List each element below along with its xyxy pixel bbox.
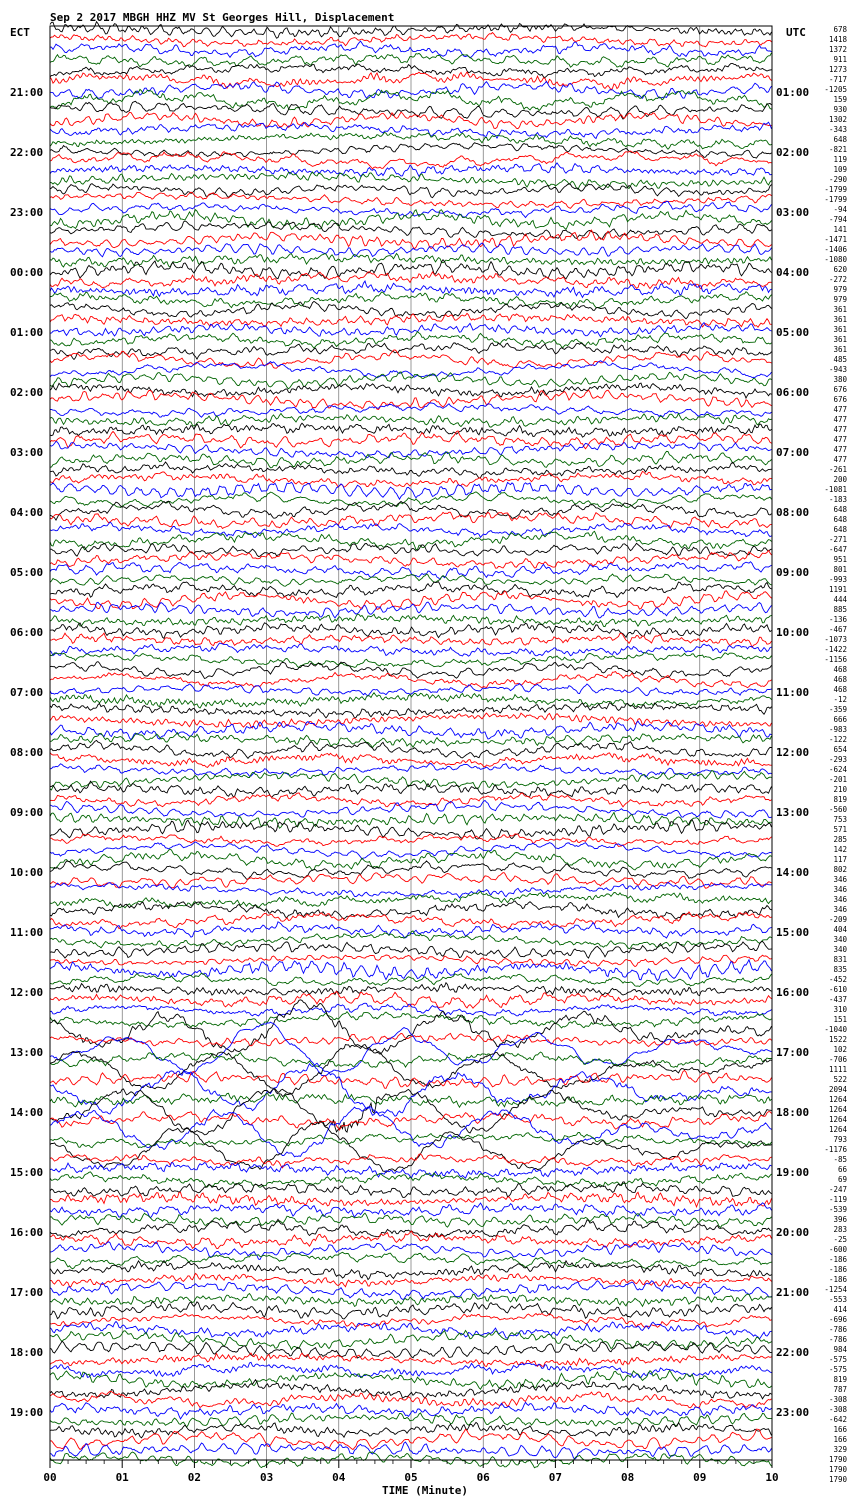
trace-offset: 787	[833, 1385, 847, 1394]
x-tick-label: 00	[43, 1471, 57, 1484]
left-hour-label: 04:00	[10, 506, 44, 519]
trace-offset: 676	[833, 385, 847, 394]
trace-offset: 522	[833, 1075, 847, 1084]
right-axis-label: UTC	[786, 26, 806, 39]
trace-offset: 477	[833, 425, 847, 434]
trace-offset: 911	[833, 55, 847, 64]
left-hour-label: 05:00	[10, 566, 44, 579]
left-hour-label: 08:00	[10, 746, 44, 759]
trace-offset: 444	[833, 595, 847, 604]
trace-offset: 477	[833, 435, 847, 444]
trace-offset: 396	[833, 1215, 847, 1224]
left-hour-label: 03:00	[10, 446, 44, 459]
trace-offset: 620	[833, 265, 847, 274]
trace-offset: -452	[828, 975, 847, 984]
trace-offset: 340	[833, 935, 847, 944]
left-hour-label: 22:00	[10, 146, 44, 159]
trace-offset: -642	[828, 1415, 847, 1424]
trace-offset: 1264	[828, 1105, 847, 1114]
trace-offset: -1406	[824, 245, 847, 254]
trace-offset: -1081	[824, 485, 847, 494]
trace-offset: 468	[833, 675, 847, 684]
trace-offset: 346	[833, 885, 847, 894]
trace-offset: -25	[833, 1235, 847, 1244]
trace-offset: -610	[828, 985, 847, 994]
trace-offset: 1790	[828, 1465, 847, 1474]
trace-offset: -201	[828, 775, 847, 784]
trace-offset: 340	[833, 945, 847, 954]
left-hour-label: 21:00	[10, 86, 44, 99]
trace-offset: -706	[828, 1055, 847, 1064]
right-hour-label: 08:00	[776, 506, 810, 519]
trace-offset: 66	[837, 1165, 847, 1174]
trace-offset: 346	[833, 895, 847, 904]
trace-offset: -186	[828, 1255, 847, 1264]
trace-offset: -1176	[824, 1145, 847, 1154]
right-hour-label: 18:00	[776, 1106, 810, 1119]
trace-offset: -308	[828, 1405, 847, 1414]
trace-offset: 468	[833, 685, 847, 694]
trace-offset: 676	[833, 395, 847, 404]
trace-offset: 984	[833, 1345, 847, 1354]
trace-offset: -183	[828, 495, 847, 504]
trace-offset: -290	[828, 175, 847, 184]
trace-offset: 1191	[828, 585, 847, 594]
trace-offset: -560	[828, 805, 847, 814]
trace-offset: 2094	[828, 1085, 847, 1094]
left-hour-label: 07:00	[10, 686, 44, 699]
left-hour-label: 14:00	[10, 1106, 44, 1119]
trace-offset: -122	[828, 735, 847, 744]
right-hour-label: 13:00	[776, 806, 810, 819]
x-tick-label: 05	[404, 1471, 418, 1484]
trace-offset: -1799	[824, 195, 847, 204]
trace-offset: 1522	[828, 1035, 847, 1044]
x-tick-label: 03	[259, 1471, 274, 1484]
trace-offset: -247	[828, 1185, 847, 1194]
right-hour-label: 17:00	[776, 1046, 810, 1059]
right-hour-label: 04:00	[776, 266, 810, 279]
trace-offset: 666	[833, 715, 847, 724]
trace-offset: 380	[833, 375, 847, 384]
trace-offset: 329	[833, 1445, 847, 1454]
right-hour-label: 21:00	[776, 1286, 810, 1299]
trace-offset: 166	[833, 1435, 847, 1444]
trace-offset: 141	[833, 225, 847, 234]
right-hour-label: 05:00	[776, 326, 810, 339]
trace-offset: 361	[833, 335, 847, 344]
trace-offset: -94	[833, 205, 847, 214]
trace-offset: -575	[828, 1365, 847, 1374]
x-tick-label: 10	[765, 1471, 779, 1484]
left-hour-label: 02:00	[10, 386, 44, 399]
trace-offset: -1040	[824, 1025, 847, 1034]
trace-offset: -696	[828, 1315, 847, 1324]
left-hour-label: 15:00	[10, 1166, 44, 1179]
x-tick-label: 06	[476, 1471, 490, 1484]
trace-offset: -993	[828, 575, 847, 584]
trace-offset: 283	[833, 1225, 847, 1234]
trace-offset: -821	[828, 145, 847, 154]
trace-offset: 819	[833, 795, 847, 804]
trace-offset: 119	[833, 155, 847, 164]
trace-offset: -209	[828, 915, 847, 924]
right-hour-label: 12:00	[776, 746, 810, 759]
trace-offset: -1254	[824, 1285, 847, 1294]
left-hour-label: 09:00	[10, 806, 44, 819]
trace-offset: -1471	[824, 235, 847, 244]
trace-offset: 654	[833, 745, 847, 754]
trace-offset: 951	[833, 555, 847, 564]
trace-offset: 571	[833, 825, 847, 834]
right-hour-label: 07:00	[776, 446, 810, 459]
trace-offset: 361	[833, 345, 847, 354]
right-hour-label: 01:00	[776, 86, 810, 99]
right-hour-label: 14:00	[776, 866, 810, 879]
left-hour-label: 18:00	[10, 1346, 44, 1359]
trace-offset: 1264	[828, 1095, 847, 1104]
trace-offset: 477	[833, 405, 847, 414]
trace-offset: -12	[833, 695, 847, 704]
right-hour-label: 06:00	[776, 386, 810, 399]
trace-offset: 831	[833, 955, 847, 964]
trace-offset: -983	[828, 725, 847, 734]
trace-offset: 979	[833, 295, 847, 304]
trace-offset: -1205	[824, 85, 847, 94]
trace-offset: 468	[833, 665, 847, 674]
left-hour-label: 16:00	[10, 1226, 44, 1239]
trace-offset: 885	[833, 605, 847, 614]
left-hour-label: 17:00	[10, 1286, 44, 1299]
trace-offset: 166	[833, 1425, 847, 1434]
trace-offset: 1790	[828, 1455, 847, 1464]
trace-offset: -343	[828, 125, 847, 134]
right-hour-label: 20:00	[776, 1226, 810, 1239]
trace-offset: 801	[833, 565, 847, 574]
right-hour-label: 19:00	[776, 1166, 810, 1179]
left-hour-label: 11:00	[10, 926, 44, 939]
trace-offset: -85	[833, 1155, 847, 1164]
trace-offset: -1073	[824, 635, 847, 644]
trace-offset: 648	[833, 135, 847, 144]
trace-offset: 1111	[828, 1065, 847, 1074]
trace-offset: -624	[828, 765, 847, 774]
trace-offset: 159	[833, 95, 847, 104]
trace-offset: -186	[828, 1265, 847, 1274]
trace-offset: -600	[828, 1245, 847, 1254]
left-hour-label: 10:00	[10, 866, 44, 879]
trace-offset: 69	[837, 1175, 847, 1184]
trace-offset: 678	[833, 25, 847, 34]
trace-offset: 648	[833, 515, 847, 524]
trace-offset: -1156	[824, 655, 847, 664]
trace-offset: -575	[828, 1355, 847, 1364]
x-tick-label: 02	[187, 1471, 202, 1484]
trace-offset: 477	[833, 445, 847, 454]
trace-offset: 200	[833, 475, 847, 484]
trace-offset: -261	[828, 465, 847, 474]
trace-offset: 930	[833, 105, 847, 114]
trace-offset: -1422	[824, 645, 847, 654]
trace-offset: 109	[833, 165, 847, 174]
trace-offset: -437	[828, 995, 847, 1004]
trace-offset: -717	[828, 75, 847, 84]
trace-offset: 361	[833, 315, 847, 324]
x-tick-label: 04	[332, 1471, 346, 1484]
trace-offset: 1790	[828, 1475, 847, 1484]
trace-offset: -359	[828, 705, 847, 714]
trace-offset: 151	[833, 1015, 847, 1024]
right-hour-label: 16:00	[776, 986, 810, 999]
trace-offset: 1418	[828, 35, 847, 44]
left-hour-label: 23:00	[10, 206, 44, 219]
trace-offset: -272	[828, 275, 847, 284]
x-tick-label: 08	[620, 1471, 635, 1484]
trace-offset: 1372	[828, 45, 847, 54]
left-hour-label: 12:00	[10, 986, 44, 999]
chart-title: Sep 2 2017 MBGH HHZ MV St Georges Hill, Displacement	[50, 11, 395, 24]
trace-offset: -794	[828, 215, 847, 224]
trace-offset: -293	[828, 755, 847, 764]
right-hour-label: 22:00	[776, 1346, 810, 1359]
trace-offset: 753	[833, 815, 847, 824]
trace-offset: 102	[833, 1045, 847, 1054]
trace-offset: 485	[833, 355, 847, 364]
trace-offset: 648	[833, 525, 847, 534]
trace-offset: 979	[833, 285, 847, 294]
left-hour-label: 13:00	[10, 1046, 44, 1059]
trace-offset: 819	[833, 1375, 847, 1384]
trace-offset: 1273	[828, 65, 847, 74]
trace-offset: -539	[828, 1205, 847, 1214]
trace-offset: 117	[833, 855, 847, 864]
left-hour-label: 00:00	[10, 266, 44, 279]
trace-offset: 793	[833, 1135, 847, 1144]
right-hour-label: 09:00	[776, 566, 810, 579]
trace-offset: -647	[828, 545, 847, 554]
trace-offset: 346	[833, 905, 847, 914]
right-hour-label: 02:00	[776, 146, 810, 159]
trace-offset: -943	[828, 365, 847, 374]
trace-offset: -308	[828, 1395, 847, 1404]
trace-offset: 404	[833, 925, 847, 934]
trace-offset: -271	[828, 535, 847, 544]
trace-offset: -119	[828, 1195, 847, 1204]
trace-offset: -1799	[824, 185, 847, 194]
trace-offset: -786	[828, 1335, 847, 1344]
trace-offset: 361	[833, 325, 847, 334]
x-tick-label: 01	[115, 1471, 129, 1484]
trace-offset: 1264	[828, 1125, 847, 1134]
right-hour-label: 11:00	[776, 686, 810, 699]
right-hour-label: 03:00	[776, 206, 810, 219]
trace-offset: 361	[833, 305, 847, 314]
trace-offset: 1302	[828, 115, 847, 124]
trace-offset: 648	[833, 505, 847, 514]
trace-offset: 1264	[828, 1115, 847, 1124]
right-hour-label: 23:00	[776, 1406, 810, 1419]
trace-offset: -136	[828, 615, 847, 624]
trace-offset: 414	[833, 1305, 847, 1314]
right-hour-label: 15:00	[776, 926, 810, 939]
trace-offset: 210	[833, 785, 847, 794]
trace-offset: 310	[833, 1005, 847, 1014]
trace-offset: 142	[833, 845, 847, 854]
trace-offset: -1080	[824, 255, 847, 264]
trace-offset: 835	[833, 965, 847, 974]
right-hour-label: 10:00	[776, 626, 810, 639]
trace-offset: 285	[833, 835, 847, 844]
left-axis-label: ECT	[10, 26, 30, 39]
left-hour-label: 06:00	[10, 626, 44, 639]
left-hour-label: 01:00	[10, 326, 44, 339]
trace-offset: 477	[833, 415, 847, 424]
trace-offset: 477	[833, 455, 847, 464]
left-hour-label: 19:00	[10, 1406, 44, 1419]
trace-offset: 346	[833, 875, 847, 884]
trace-offset: 802	[833, 865, 847, 874]
x-axis-label: TIME (Minute)	[381, 1484, 469, 1497]
x-tick-label: 09	[693, 1471, 707, 1484]
x-tick-label: 07	[548, 1471, 563, 1484]
trace-offset: -186	[828, 1275, 847, 1284]
trace-offset: -467	[828, 625, 847, 634]
trace-offset: -553	[828, 1295, 847, 1304]
trace-offset: -786	[828, 1325, 847, 1334]
